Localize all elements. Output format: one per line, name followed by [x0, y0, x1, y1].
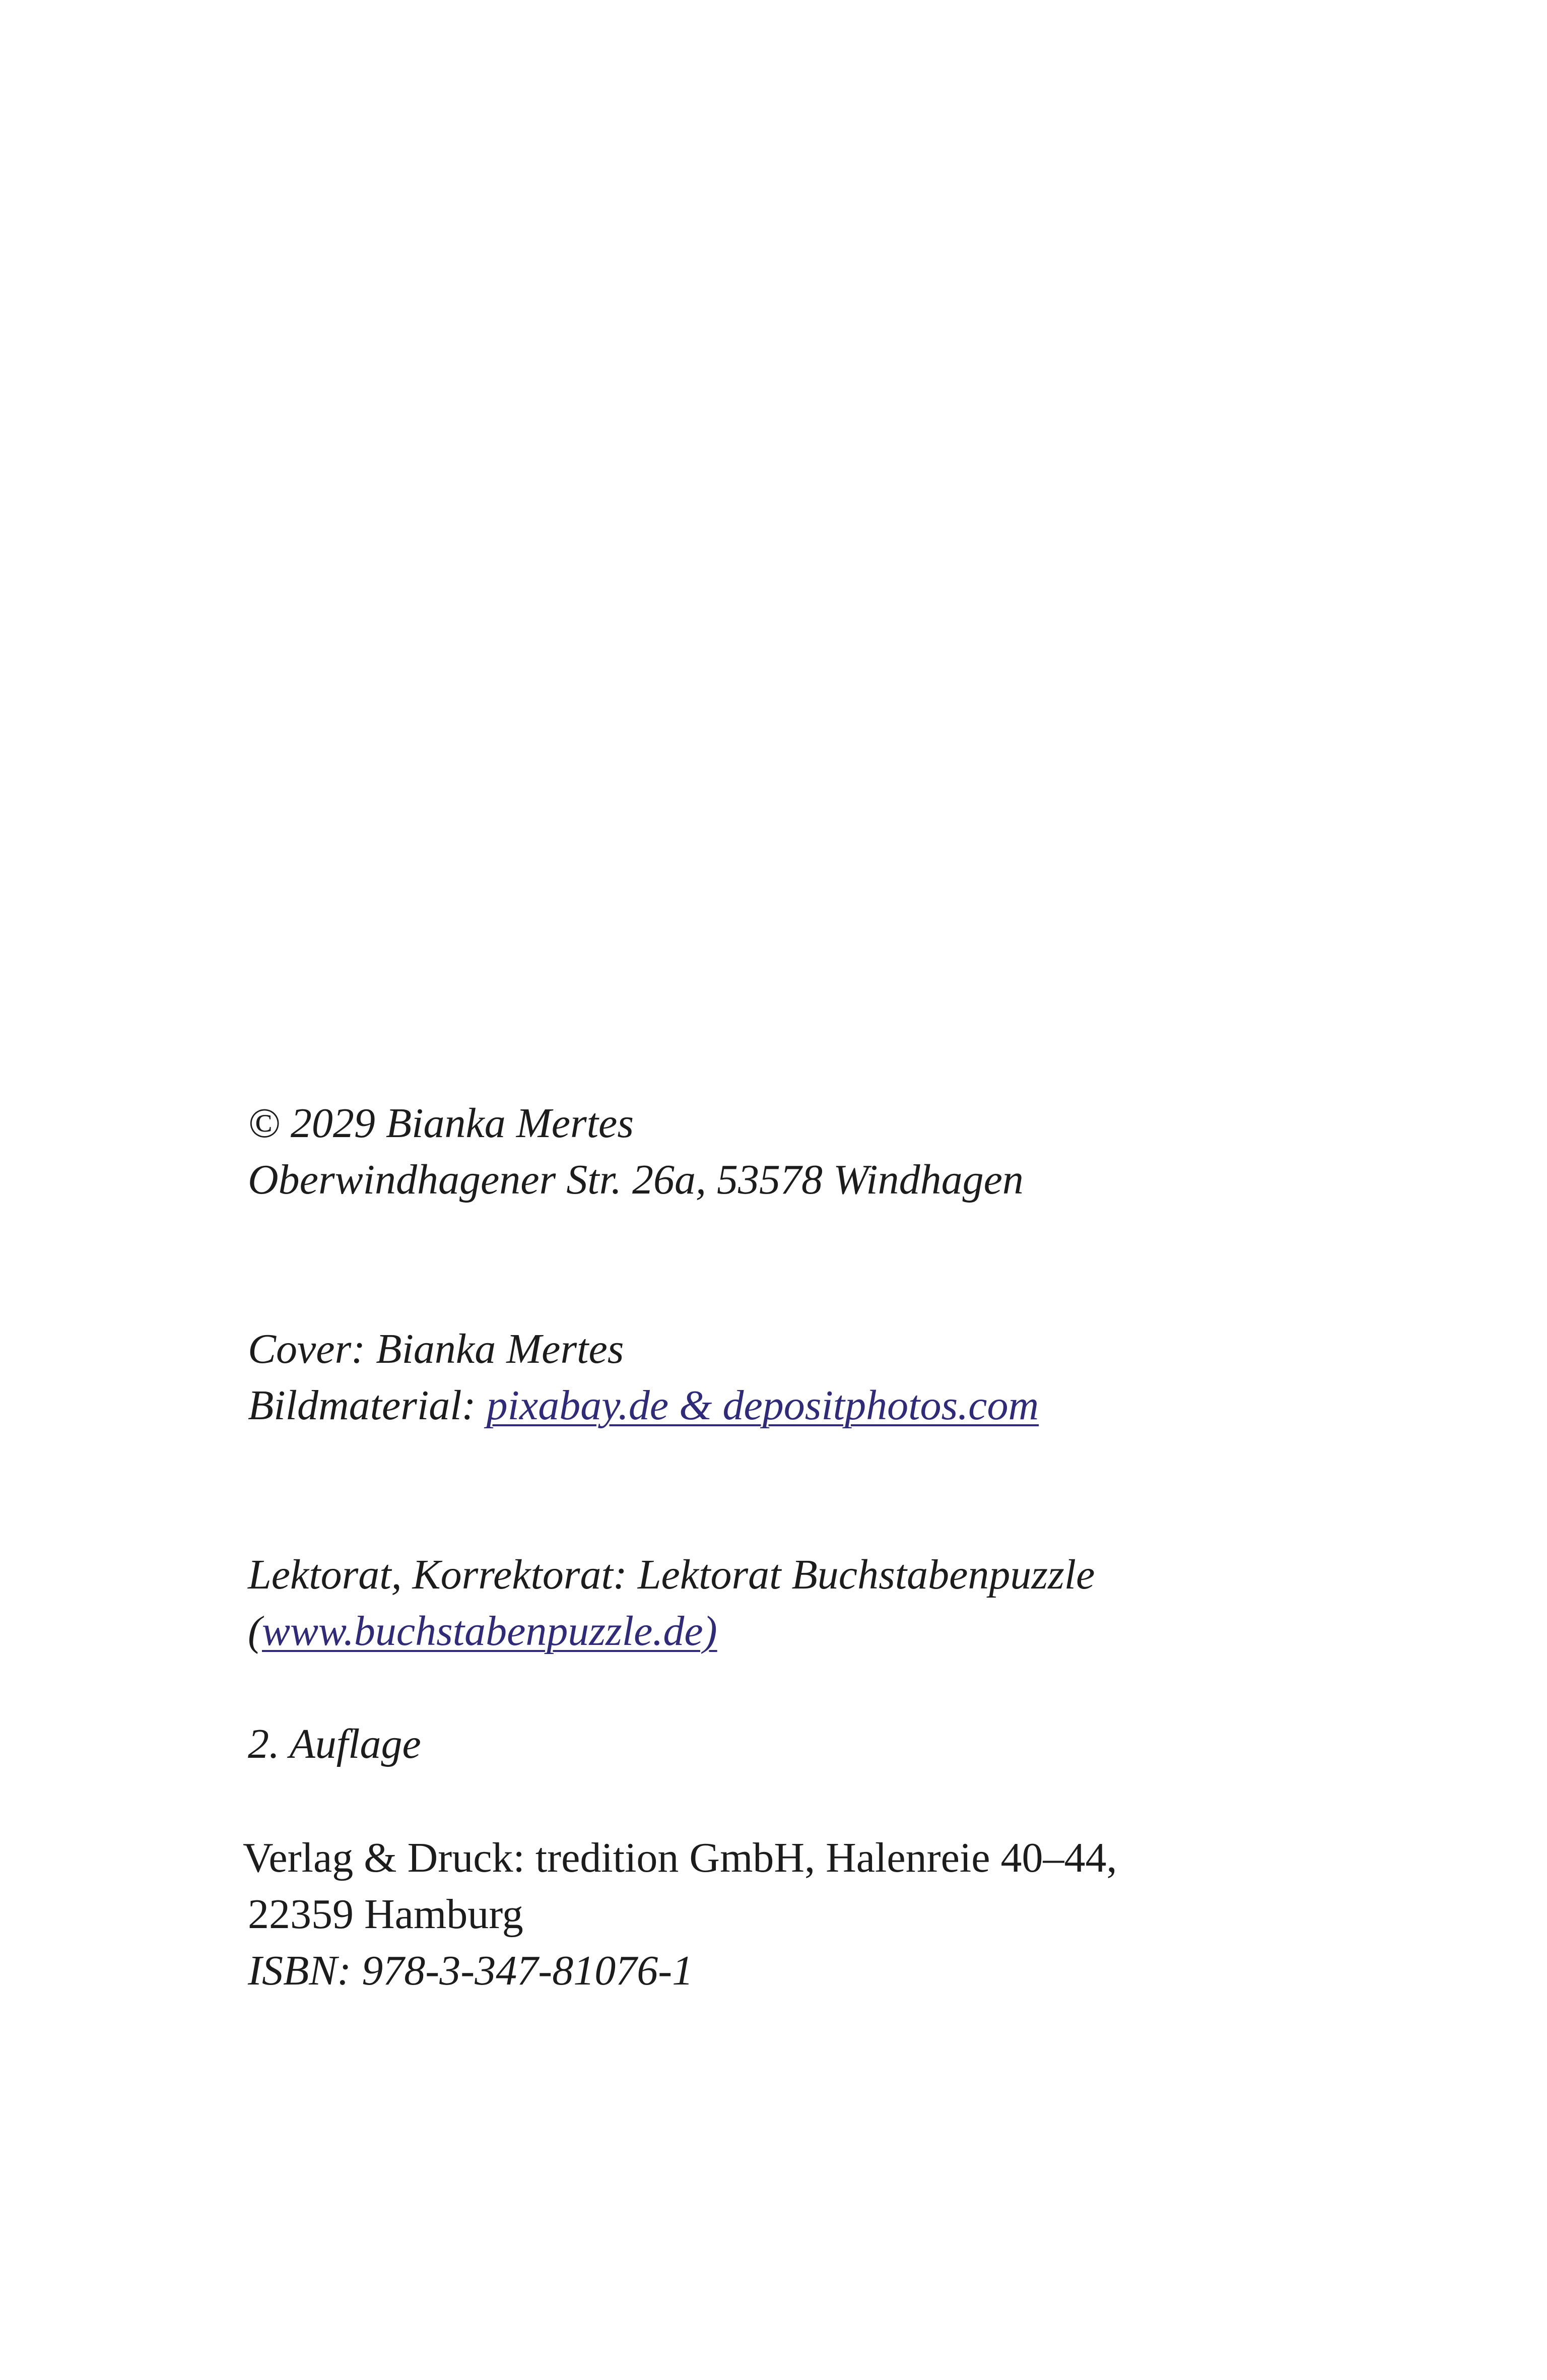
cover-credit: Cover: Bianka Mertes	[248, 1326, 624, 1372]
editing-url-paren: (	[248, 1608, 262, 1655]
editing-website-link[interactable]: www.buchstabenpuzzle.de)	[261, 1608, 717, 1655]
copyright-line: © 2029 Bianka Mertes	[248, 1100, 634, 1147]
editing-credit: Lektorat, Korrektorat: Lektorat Buchstabenpuzzle	[248, 1551, 1095, 1598]
image-credit	[248, 1384, 1039, 1427]
address-line: Oberwindhagener Str. 26a, 53578 Windhagen	[248, 1156, 1024, 1203]
editing-url-line	[248, 1608, 717, 1655]
image-source-link[interactable]: pixabay.de & depositphotos.com	[486, 1382, 1039, 1429]
isbn-line: ISBN: 978-3-347-81076-1	[248, 1947, 694, 1994]
image-credit-label: Bildmaterial:	[248, 1382, 487, 1429]
publisher-line-2: 22359 Hamburg	[248, 1891, 523, 1938]
edition-line: 2. Auflage	[248, 1721, 421, 1767]
publisher-line-1: Verlag & Druck: tredition GmbH, Halenreie 40–44,	[243, 1834, 1117, 1881]
